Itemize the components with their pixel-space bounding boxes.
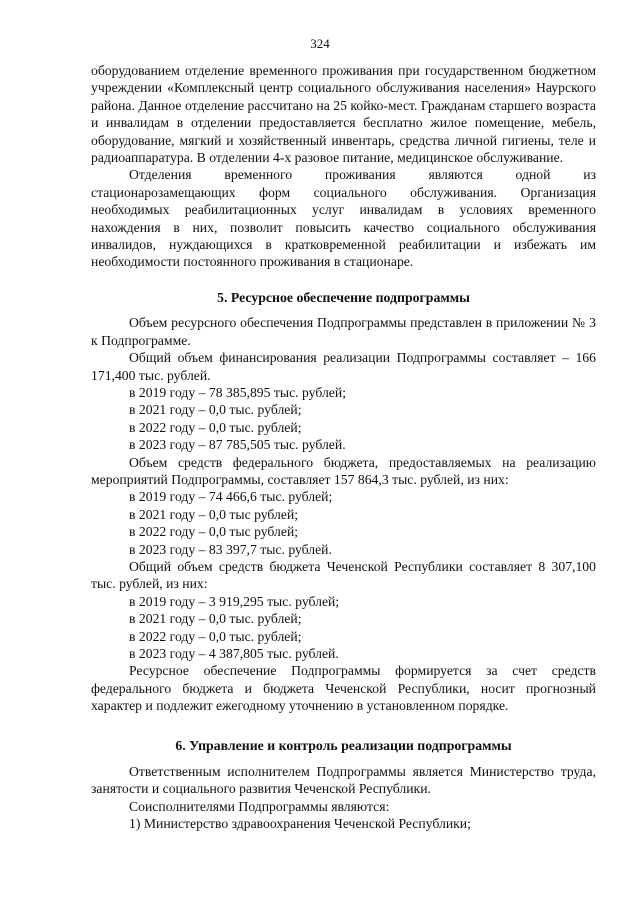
total-year-2023: в 2023 году – 87 785,505 тыс. рублей. bbox=[129, 437, 346, 453]
total-year-2019: в 2019 году – 78 385,895 тыс. рублей; bbox=[129, 384, 346, 400]
page-number: 324 bbox=[310, 36, 330, 51]
section-5-paragraph-1: Объем ресурсного обеспечения Подпрограммы представлен в приложении № 3 к Подпрограмме. bbox=[91, 315, 596, 348]
intro-paragraph-1: оборудованием отделение временного проживания при государственном бюджетном учреждении «Комплексный центр социального обслуживания населения» Наурского района. Данное отделение рассчитано на 25 койко-мест. Гражданам старшего возраста и инвалидам в отделении предоставляется бесплатно жилое помещение, мебель, оборудование, мягкий и хозяйственный инвентарь, средства личной гигиены, теле и радиоаппаратура. В отделении 4-х разовое питание, медицинское обслуживание. bbox=[91, 63, 596, 166]
section-5-paragraph-3: Объем средств федерального бюджета, предоставляемых на реализацию мероприятий Подпрограммы, составляет 157 864,3 тыс. рублей, из них: bbox=[91, 454, 596, 487]
section-5-paragraph-4: Общий объем средств бюджета Чеченской Республики составляет 8 307,100 тыс. рублей, из них: bbox=[91, 558, 596, 592]
regional-year-2021: в 2021 году – 0,0 тыс. рублей; bbox=[129, 611, 302, 627]
section-5-heading: 5. Ресурсное обеспечение подпрограммы bbox=[217, 289, 470, 305]
section-6-paragraph-1: Ответственным исполнителем Подпрограммы является Министерство труда, занятости и социального развития Чеченской Республики. bbox=[91, 764, 596, 797]
federal-year-2021: в 2021 году – 0,0 тыс рублей; bbox=[129, 506, 299, 522]
regional-year-2019: в 2019 году – 3 919,295 тыс. рублей; bbox=[129, 593, 340, 609]
federal-year-2022: в 2022 году – 0,0 тыс рублей; bbox=[129, 524, 299, 540]
section-6-heading: 6. Управление и контроль реализации подпрограммы bbox=[175, 737, 512, 753]
total-year-2022: в 2022 году – 0,0 тыс. рублей; bbox=[129, 419, 302, 435]
page-content bbox=[91, 62, 596, 833]
section-5-paragraph-5: Ресурсное обеспечение Подпрограммы формируется за счет средств федерального бюджета и бюджета Чеченской Республики, носит прогнозный характер и подлежит ежегодному уточнению в установленном порядке. bbox=[91, 663, 596, 714]
section-6-paragraph-2: Соисполнителями Подпрограммы являются: bbox=[129, 798, 390, 814]
federal-year-2023: в 2023 году – 83 397,7 тыс. рублей. bbox=[129, 541, 332, 557]
section-5-paragraph-2: Общий объем финансирования реализации Подпрограммы составляет – 166 171,400 тыс. рублей. bbox=[91, 350, 596, 383]
federal-year-2019: в 2019 году – 74 466,6 тыс. рублей; bbox=[129, 489, 333, 505]
total-year-2021: в 2021 году – 0,0 тыс. рублей; bbox=[129, 402, 302, 418]
intro-paragraph-2: Отделения временного проживания являются одной из стационарозамещающих форм социального обслуживания. Организация необходимых реабилитационных услуг инвалидам в условиях временного нахождения в них, позволит повысить качество социального обслуживания инвалидов, нуждающихся в кратковременной реабилитации и избежать им необходимости постоянного проживания в стационаре. bbox=[91, 167, 596, 270]
regional-year-2023: в 2023 году – 4 387,805 тыс. рублей. bbox=[129, 646, 339, 661]
section-6-paragraph-3: 1) Министерство здравоохранения Чеченской Республики; bbox=[129, 816, 471, 832]
regional-year-2022: в 2022 году – 0,0 тыс. рублей; bbox=[129, 628, 302, 644]
